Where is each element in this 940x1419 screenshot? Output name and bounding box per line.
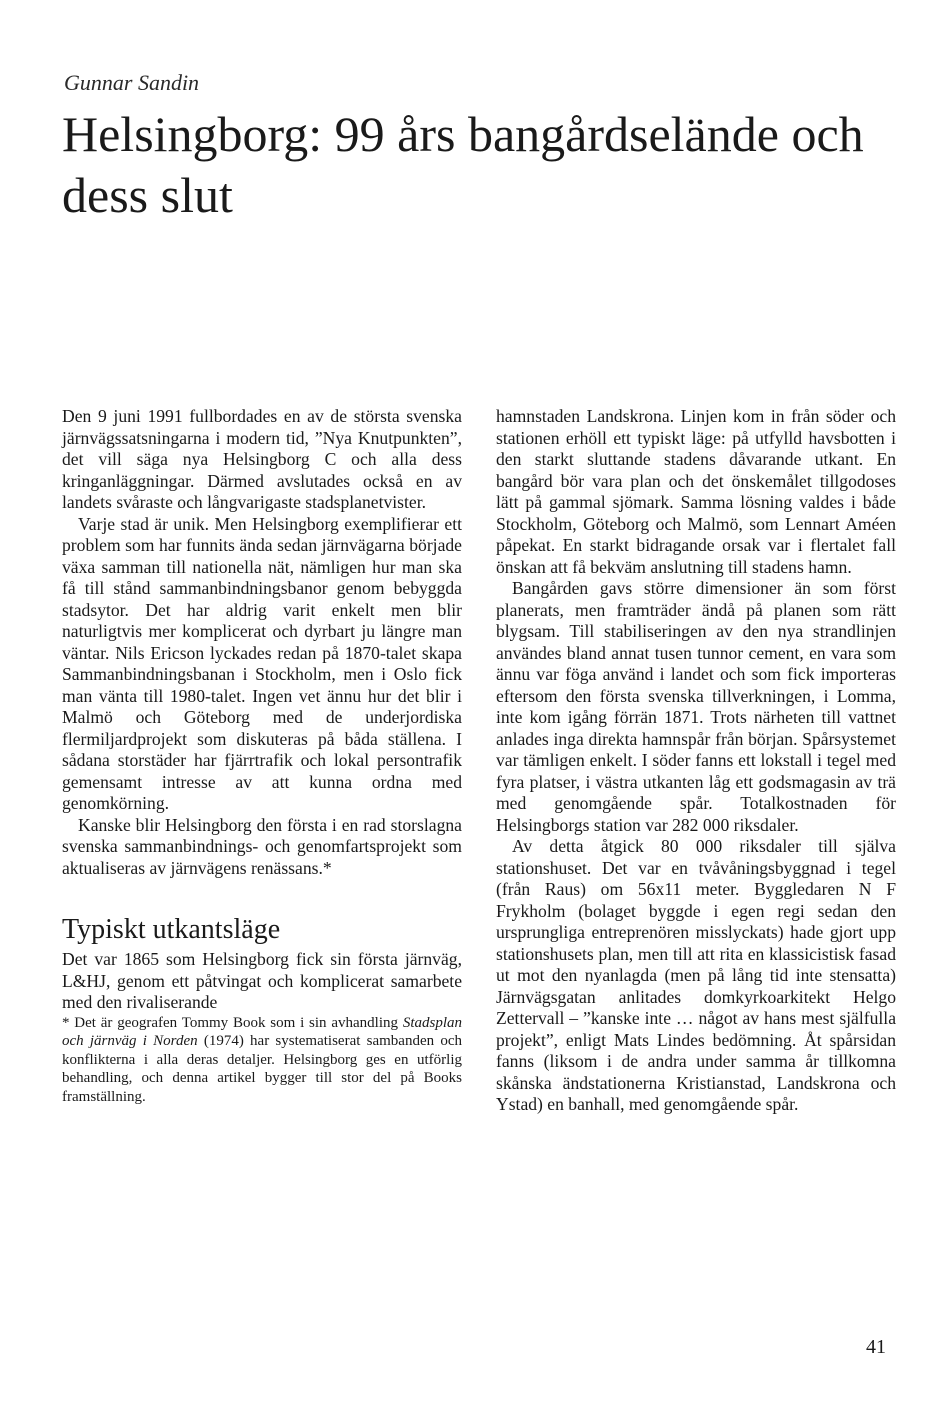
footnote-text: (1974) har systematiserat sambanden och konflikterna i alla deras detaljer. Helsingborg ges en utförlig behandling, och denna artikel bygger till stor del på Books framställning. [62,1033,462,1105]
left-column [62,406,462,1106]
paragraph: Det var 1865 som Helsingborg fick sin första järnväg, L&HJ, genom ett påtvingat och komplicerat samarbete med den rivaliserande [62,949,462,1012]
footnote-cited-work: Stadsplan och järnväg i Norden [62,1014,462,1049]
footnote-text: * Det är geografen Tommy Book som i sin avhandling [62,1014,403,1031]
author-name: Gunnar Sandin [64,70,200,95]
paragraph: Den 9 juni 1991 fullbordades en av de största svenska järnvägssatsningarna i modern tid, ”Nya Knutpunkten”, det vill säga nya Helsingborg C och alla dess kringanläggningar. Därmed avslutades också en av landets svåraste och långvarigaste stadsplanetvister. [62,406,462,512]
article-title: Helsingborg: 99 års bangårdselände och dess slut [62,106,864,223]
page-number: 41 [866,1336,886,1358]
paragraph: Av detta åtgick 80 000 riksdaler till själva stationshuset. Det var en tvåvåningsbyggnad i tegel (från Raus) om 56x11 meter. Byggledaren N F Frykholm (bolaget byggde i egen regi sedan den ursprungliga entreprenören misslyckats) hade gjort upp stationshusets plan, men till att rita en klassicistisk fasad ut mot den nyanlagda (men på lång tid inte stensatta) Järnvägsgatan anlitades domkyrkoarkitekt Helgo Zettervall – ”kanske inte … något av hans mest själfulla projekt”, enligt Mats Lindes bedömning. Åt spårsidan fanns (liksom i de andra under samma år tillkomna skånska ändstationerna Kristianstad, Landskrona och Ystad) en banhall, med genomgående spår. [496,836,896,1114]
footnote [62,1014,462,1107]
paragraph: Kanske blir Helsingborg den första i en rad storslagna svenska sammanbindnings- och genomfartsprojekt som aktualiseras av järnvägens renässans.* [62,814,462,878]
right-column [496,406,896,1116]
paragraph: Varje stad är unik. Men Helsingborg exemplifierar ett problem som har funnits ända sedan järnvägarna började växa samman till nationella nät, nämligen hur man ska få till stånd sammanbindningsbanor genom bebyggda stadsytor. Det har aldrig varit enkelt men blir naturligtvis mer komplicerat och dyrbart ju längre man väntar. Nils Ericson lyckades redan på 1870-talet skapa Sammanbindningsbanan i Stockholm, men i Oslo fick man vänta till 1980-talet. Ingen vet ännu hur det blir i Malmö och Göteborg med de underjordiska flermiljardprojekt som diskuteras på båda ställena. I sådana storstäder har fjärrtrafik och lokal persontrafik gemensamt intresse av att kunna ordna med genomkörning. [62,513,462,813]
section-heading: Typiskt utkantsläge [62,914,281,945]
paragraph: hamnstaden Landskrona. Linjen kom in från söder och stationen erhöll ett typiskt läge: på utfylld havsbotten i den starkt sluttande stadens dåvarande utkant. En bangård bör vara plan och det önskemålet tillgodoses lätt på gammal sjömark. Samma lösning valdes i både Stockholm, Göteborg och Malmö, som Lennart Améen påpekat. En starkt bidragande orsak var i flertalet fall önskan att få bekväm anslutning till stadens hamn. [496,406,896,577]
paragraph: Bangården gavs större dimensioner än som först planerats, men framträder ändå på planen som rätt blygsam. Till stabiliseringen av den nya strandlinjen användes bland annat tusen tunnor cement, en vara som ännu var föga använd i landet och som fick importeras eftersom den första svenska tillverkningen, i Lomma, inte kom igång förrän 1871. Trots närheten till vattnet anlades inga direkta hamnspår från början. Spårsystemet var tämligen enkelt. I söder fanns ett lokstall i tegel med fyra platser, i västra utkanten låg ett godsmagasin av trä med genomgående spår. Totalkostnaden för Helsingborgs station var 282 000 riksdaler. [496,578,896,835]
